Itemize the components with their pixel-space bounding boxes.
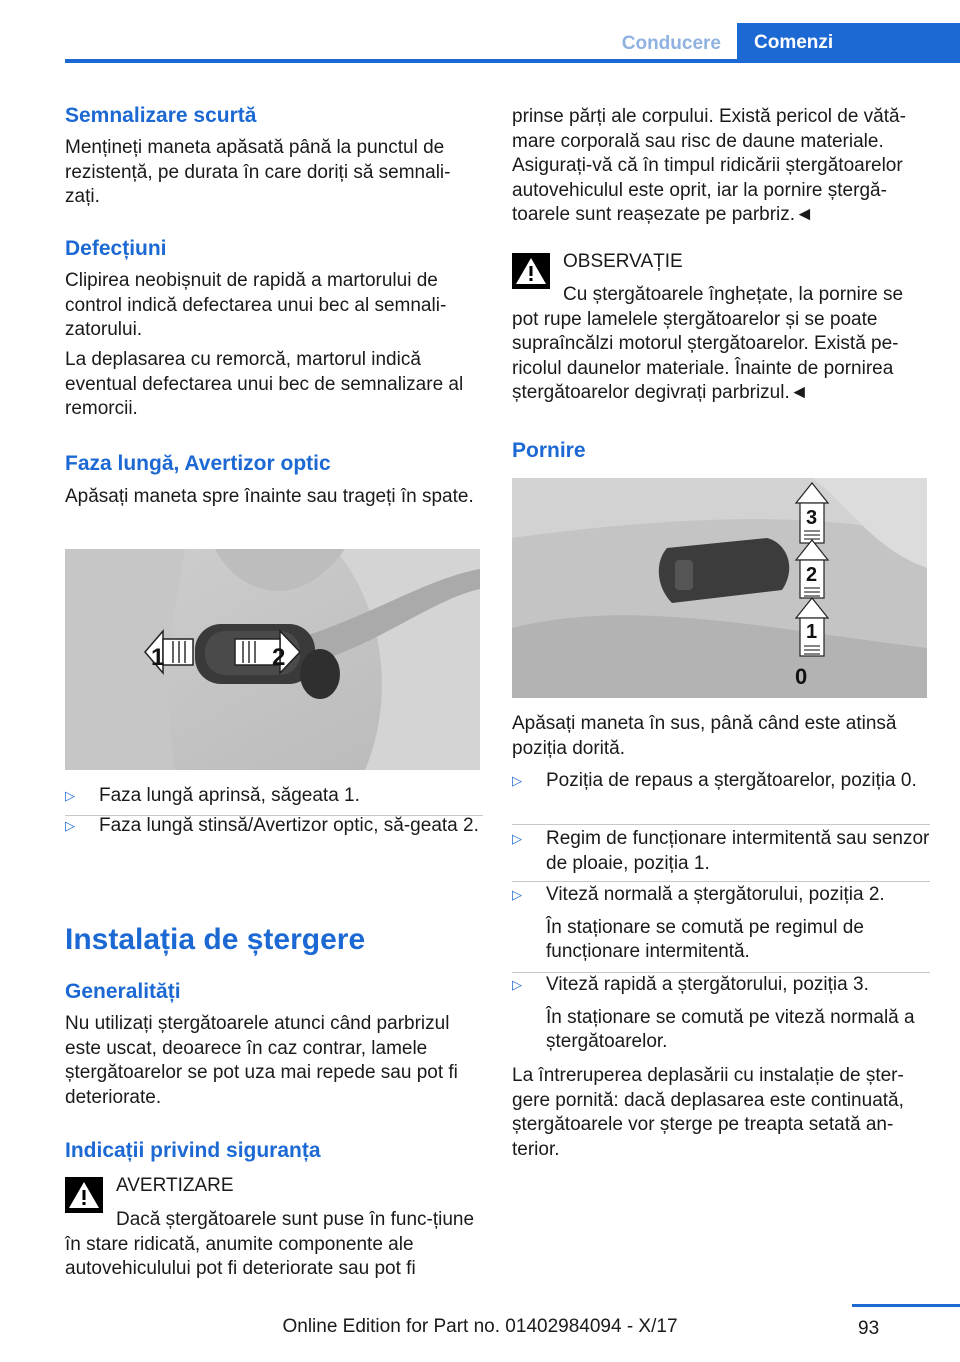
position-2-label: 2 xyxy=(806,564,818,586)
list-item-text: Faza lungă aprinsă, săgeata 1. xyxy=(99,785,360,806)
triangle-bullet-icon: ▷ xyxy=(65,788,75,803)
list-item xyxy=(65,784,483,816)
list-item-text: Viteză rapidă a ștergătorului, poziția 3. xyxy=(546,974,869,995)
triangle-bullet-icon: ▷ xyxy=(512,773,522,788)
footer-rule xyxy=(852,1304,960,1307)
paragraph: La deplasarea cu remorcă, martorul indică eventual defectarea unui bec de semnalizare al remorcii. xyxy=(65,349,464,419)
list-item xyxy=(65,814,483,839)
list-item xyxy=(512,769,930,825)
chapter-title: Instalația de ștergere xyxy=(65,923,366,956)
edition-footer: Online Edition for Part no. 01402984094 - X/17 xyxy=(282,1316,678,1337)
paragraph: Nu utilizați ștergătoarele atunci când parbrizul este uscat, deoarece în caz contrar, lamele ștergătoarelor se pot uza mai repede sau pot fi deteriorate. xyxy=(65,1013,458,1108)
list-item-subtext: În staționare se comută pe regimul de funcționare intermitentă. xyxy=(546,916,864,962)
header-rule xyxy=(65,59,960,63)
list-item-text: Regim de funcționare intermitentă sau senzor de ploaie, poziția 1. xyxy=(546,828,930,874)
list-item xyxy=(512,883,930,973)
wiper-stalk-illustration xyxy=(512,478,927,698)
section-title-siguranta: Indicații privind siguranța xyxy=(65,1139,321,1162)
note-label: OBSERVAȚIE xyxy=(563,251,683,272)
paragraph: Apăsați maneta spre înainte sau trageți în spate. xyxy=(65,486,474,507)
warning-label: AVERTIZARE xyxy=(116,1175,234,1196)
paragraph: La întreruperea deplasării cu instalație de șter-gere pornită: dacă deplasarea este continuată, ștergătoarele vor șterge pe treapta setată an-terior. xyxy=(512,1065,904,1160)
section-title-defectiuni: Defecțiuni xyxy=(65,237,167,260)
arrow-1-label: 1 xyxy=(151,644,165,671)
section-title-faza-lunga: Faza lungă, Avertizor optic xyxy=(65,452,331,475)
paragraph: prinse părți ale corpului. Există pericol de vătă-mare corporală sau risc de daune materiale. Asigurați-vă că în timpul ridicării ștergătoarelor autovehiculul este oprit, iar la pornire ștergă-toarele sunt reașezate pe parbriz.◄ xyxy=(512,106,906,225)
tab-comenzi[interactable]: Comenzi xyxy=(737,23,960,63)
triangle-bullet-icon: ▷ xyxy=(512,831,522,846)
position-3-label: 3 xyxy=(806,507,818,529)
list-item-text: Viteză normală a ștergătorului, poziția 2. xyxy=(546,884,885,905)
section-title-generalitati: Generalități xyxy=(65,980,181,1003)
paragraph: Apăsați maneta în sus, până când este atinsă poziția dorită. xyxy=(512,713,897,759)
wiper-stalk-drawing xyxy=(512,478,927,698)
stalk-illustration xyxy=(65,549,480,770)
arrow-2-label: 2 xyxy=(272,644,286,671)
triangle-bullet-icon: ▷ xyxy=(512,977,522,992)
section-title-semnalizare: Semnalizare scurtă xyxy=(65,104,257,127)
stalk-drawing xyxy=(65,549,480,770)
warning-text: Dacă ștergătoarele sunt puse în func-țiune în stare ridicată, anumite componente ale autovehiculului pot fi deteriorate sau pot fi xyxy=(65,1209,475,1279)
position-0-label: 0 xyxy=(795,664,808,689)
list-item-text: Poziția de repaus a ștergătoarelor, poziția 0. xyxy=(546,770,917,791)
paragraph: Mențineți maneta apăsată până la punctul de rezistență, pe durata în care doriți să semnali-zați. xyxy=(65,137,451,207)
note-text: Cu ștergătoarele înghețate, la pornire se pot rupe lamelele ștergătoarelor și se poate supraîncălzi motorul ștergătoarelor. Există pe-ricolul daunelor materiale. Înainte de pornirea ștergătoarelor degivrați parbrizul.◄ xyxy=(512,284,904,403)
list-item-subtext: În staționare se comută pe viteză normală a ștergătoarelor. xyxy=(546,1006,915,1052)
list-item xyxy=(512,827,930,882)
position-1-label: 1 xyxy=(806,621,818,643)
paragraph: Clipirea neobișnuit de rapidă a martorului de control indică defectarea unui bec al semnali-zatorului. xyxy=(65,270,447,340)
tab-conducere[interactable]: Conducere xyxy=(621,33,721,54)
triangle-bullet-icon: ▷ xyxy=(65,818,75,833)
page-number: 93 xyxy=(858,1318,880,1339)
list-item xyxy=(512,973,930,1055)
triangle-bullet-icon: ▷ xyxy=(512,887,522,902)
list-item-text: Faza lungă stinsă/Avertizor optic, să-geata 2. xyxy=(99,815,479,836)
section-title-pornire: Pornire xyxy=(512,439,586,462)
